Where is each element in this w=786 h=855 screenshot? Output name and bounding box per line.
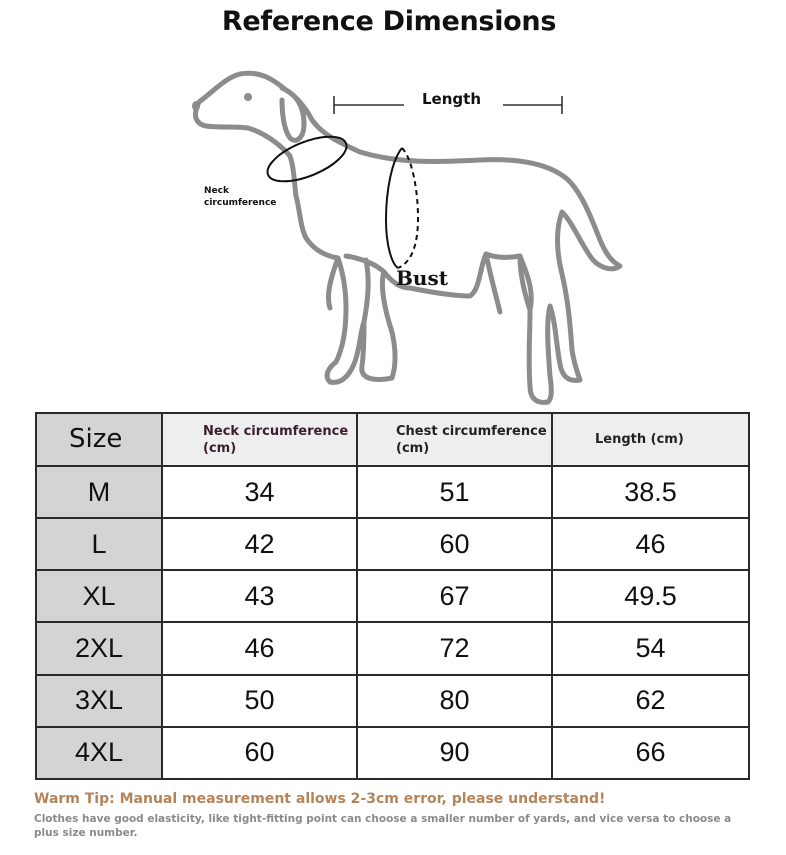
dog-silhouette-icon [0,60,786,412]
table-row [36,466,749,518]
neck-circumference-label: Neck circumference [204,186,277,208]
chest-column-header: Chest circumference (cm) [357,413,552,466]
neck-cell: 60 [162,727,357,779]
chest-cell: 72 [357,622,552,674]
table-row [36,622,749,674]
table-row [36,675,749,727]
length-cell: 66 [552,727,749,779]
size-cell: L [36,518,162,570]
chest-cell: 80 [357,675,552,727]
length-label: Length [422,90,481,108]
chest-cell: 67 [357,570,552,622]
chest-cell: 60 [357,518,552,570]
length-cell: 54 [552,622,749,674]
neck-cell: 43 [162,570,357,622]
chest-cell: 90 [357,727,552,779]
length-cell: 62 [552,675,749,727]
neck-column-header: Neck circumference (cm) [162,413,357,466]
neck-cell: 50 [162,675,357,727]
size-chart-table [35,412,750,780]
neck-cell: 34 [162,466,357,518]
size-cell: 2XL [36,622,162,674]
size-cell: 3XL [36,675,162,727]
size-cell: M [36,466,162,518]
table-row [36,727,749,779]
size-cell: XL [36,570,162,622]
warm-tip-text: Warm Tip: Manual measurement allows 2-3cm error, please understand! [34,791,606,807]
length-cell: 49.5 [552,570,749,622]
length-cell: 46 [552,518,749,570]
size-cell: 4XL [36,727,162,779]
elasticity-note: Clothes have good elasticity, like tight-fitting point can choose a smaller number of yards, and vice versa to choose a plus size number. [34,813,732,839]
page-title: Reference Dimensions [221,6,557,37]
table-header-row [36,413,749,466]
neck-cell: 42 [162,518,357,570]
size-column-header: Size [36,413,162,466]
table-row [36,570,749,622]
length-column-header: Length (cm) [552,413,749,466]
table-row [36,518,749,570]
bust-label: Bust [396,266,448,290]
chest-cell: 51 [357,466,552,518]
length-cell: 38.5 [552,466,749,518]
measurement-diagram [0,60,786,412]
neck-cell: 46 [162,622,357,674]
